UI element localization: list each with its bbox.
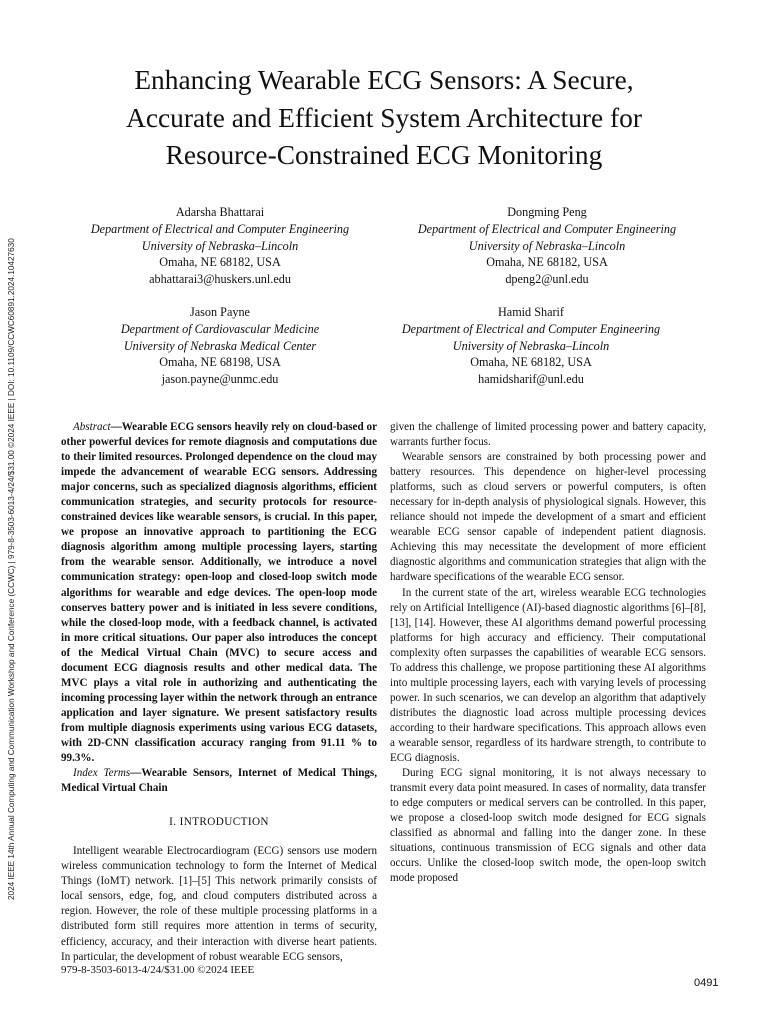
abstract xyxy=(61,420,377,766)
author-email: hamidsharif@unl.edu xyxy=(478,372,584,387)
footer-copyright: 979-8-3503-6013-4/24/$31.00 ©2024 IEEE xyxy=(61,964,255,976)
side-margin-citation xyxy=(6,130,18,900)
left-column xyxy=(61,420,377,965)
author-block-sharif xyxy=(376,304,686,388)
body-paragraph: During ECG signal monitoring, it is not always necessary to transmit every data point measured. In cases of normality, data transfer to edge computers or medical servers can be controlled. In this paper, we propose a closed-loop switch mode designed for ECG signals classified as abnormal and falling into the danger zone. In these situations, continuous transmission of ECG signals and other data occurs. Unlike the closed-loop switch mode, the open-loop switch mode proposed xyxy=(390,767,706,885)
author-department: Department of Electrical and Computer Engineering xyxy=(90,221,350,236)
section-heading-introduction: I. INTRODUCTION xyxy=(169,816,269,829)
author-department: Department of Cardiovascular Medicine xyxy=(120,321,320,336)
title-line: Enhancing Wearable ECG Sensors: A Secure, xyxy=(134,65,634,95)
author-location: Omaha, NE 68182, USA xyxy=(486,255,608,270)
body-paragraph: given the challenge of limited processing power and battery capacity, warrants further focus. xyxy=(390,421,706,449)
author-name: Adarsha Bhattarai xyxy=(175,205,265,219)
author-institution: University of Nebraska–Lincoln xyxy=(452,338,610,353)
author-location: Omaha, NE 68198, USA xyxy=(159,355,281,370)
author-department: Department of Electrical and Computer Engineering xyxy=(417,221,677,236)
abstract-text: —Wearable ECG sensors heavily rely on cloud-based or other powerful devices for remote diagnosis and computations due to their limited resources. Prolonged dependence on the cloud may impede the advancement of wearable ECG sensors. Addressing major concerns, such as specialized diagnosis algorithms, efficient communication strategies, and security protocols for resource-constrained devices like wearable sensors, is crucial. In this paper, we propose an innovative approach to partitioning the ECG diagnosis algorithm among multiple processing layers, starting from the wearable sensor. Additionally, we introduce a novel communication strategy: open-loop and closed-loop switch mode algorithms for wearable and edge devices. The open-loop mode conserves battery power and is initiated in less severe conditions, while the closed-loop mode, with a feedback channel, is activated in more critical situations. Our paper also introduces the concept of the Medical Virtual Chain (MVC) to secure access and document ECG diagnosis results and other medical data. The MVC plays a vital role in authorizing and authenticating the incoming processing layer within the network through an entrance application and layer signature. We present satisfactory results from multiple diagnosis experiments using various ECG datasets, with 2D-CNN classification accuracy ranging from 91.11 % to 99.3%. xyxy=(61,421,377,765)
page-number: 0491 xyxy=(694,977,719,989)
author-institution: University of Nebraska Medical Center xyxy=(123,338,317,353)
author-email: dpeng2@unl.edu xyxy=(505,272,589,287)
author-name: Hamid Sharif xyxy=(497,305,564,319)
title-line: Resource-Constrained ECG Monitoring xyxy=(165,140,603,170)
side-margin-citation-text: 2024 IEEE 14th Annual Computing and Communication Workshop and Conference (CCWC) | 979-8-3503-6013-4/24/$31.00 ©2024 IEEE | DOI: 10.1109/CCWC60891.2024.10427630 xyxy=(7,238,16,900)
paper-title xyxy=(40,62,728,175)
author-block-payne xyxy=(65,304,375,388)
author-name: Dongming Peng xyxy=(507,205,587,219)
index-terms-label: Index Terms xyxy=(73,767,131,780)
body-paragraph: In the current state of the art, wireless wearable ECG technologies rely on Artificial Intelligence (AI)-based diagnostic algorithms [6]–[8], [13], [14]. However, these AI algorithms demand powerful processing platforms for high accuracy and efficiency. Their computational complexity often surpasses the capabilities of wearable ECG sensors. To address this challenge, we propose partitioning these AI algorithms into multiple processing layers, each with varying levels of processing power. In such scenarios, we can develop an algorithm that adaptively distributes the diagnostic load across multiple processing devices according to their hardware specifications. This approach allows even a wearable sensor, regardless of its hardware strength, to contribute to ECG diagnosis. xyxy=(390,586,706,765)
author-block-bhattarai xyxy=(65,204,375,288)
author-department: Department of Electrical and Computer Engineering xyxy=(401,321,661,336)
author-institution: University of Nebraska–Lincoln xyxy=(468,238,626,253)
title-line: Accurate and Efficient System Architecture for xyxy=(126,102,642,133)
index-terms xyxy=(61,766,377,796)
body-paragraph: Intelligent wearable Electrocardiogram (ECG) sensors use modern wireless communication technology to form the Internet of Medical Things (IoMT) network. [1]–[5] This network primarily consists of local sensors, edge, fog, and cloud computers distributed across a region. However, the role of these multiple processing platforms in a distributed form still requires more attention in terms of security, efficiency, accuracy, and their interaction with diverse heart patients. In particular, the development of robust wearable ECG sensors, xyxy=(61,845,377,963)
author-location: Omaha, NE 68182, USA xyxy=(159,255,281,270)
author-email: jason.payne@unmc.edu xyxy=(161,372,279,387)
author-institution: University of Nebraska–Lincoln xyxy=(141,238,299,253)
author-email: abhattarai3@huskers.unl.edu xyxy=(149,272,291,287)
author-location: Omaha, NE 68182, USA xyxy=(470,355,592,370)
abstract-label: Abstract xyxy=(73,421,111,433)
author-block-peng xyxy=(392,204,702,288)
right-column xyxy=(390,420,706,886)
index-terms-text: —Wearable Sensors, Internet of Medical Things, Medical Virtual Chain xyxy=(61,767,378,795)
author-name: Jason Payne xyxy=(190,305,250,319)
body-paragraph: Wearable sensors are constrained by both processing power and battery resources. This dependence on higher-level processing platforms, such as cloud servers or powerful computers, is often necessary for in-depth analysis of physiological signals. However, this reliance should not impede the development of a smart and efficient wearable ECG sensor capable of independent patient diagnosis. Achieving this may necessitate the development of more efficient diagnostic algorithms and communication strategies that align with the hardware specifications of the wearable ECG sensor. xyxy=(390,451,706,584)
